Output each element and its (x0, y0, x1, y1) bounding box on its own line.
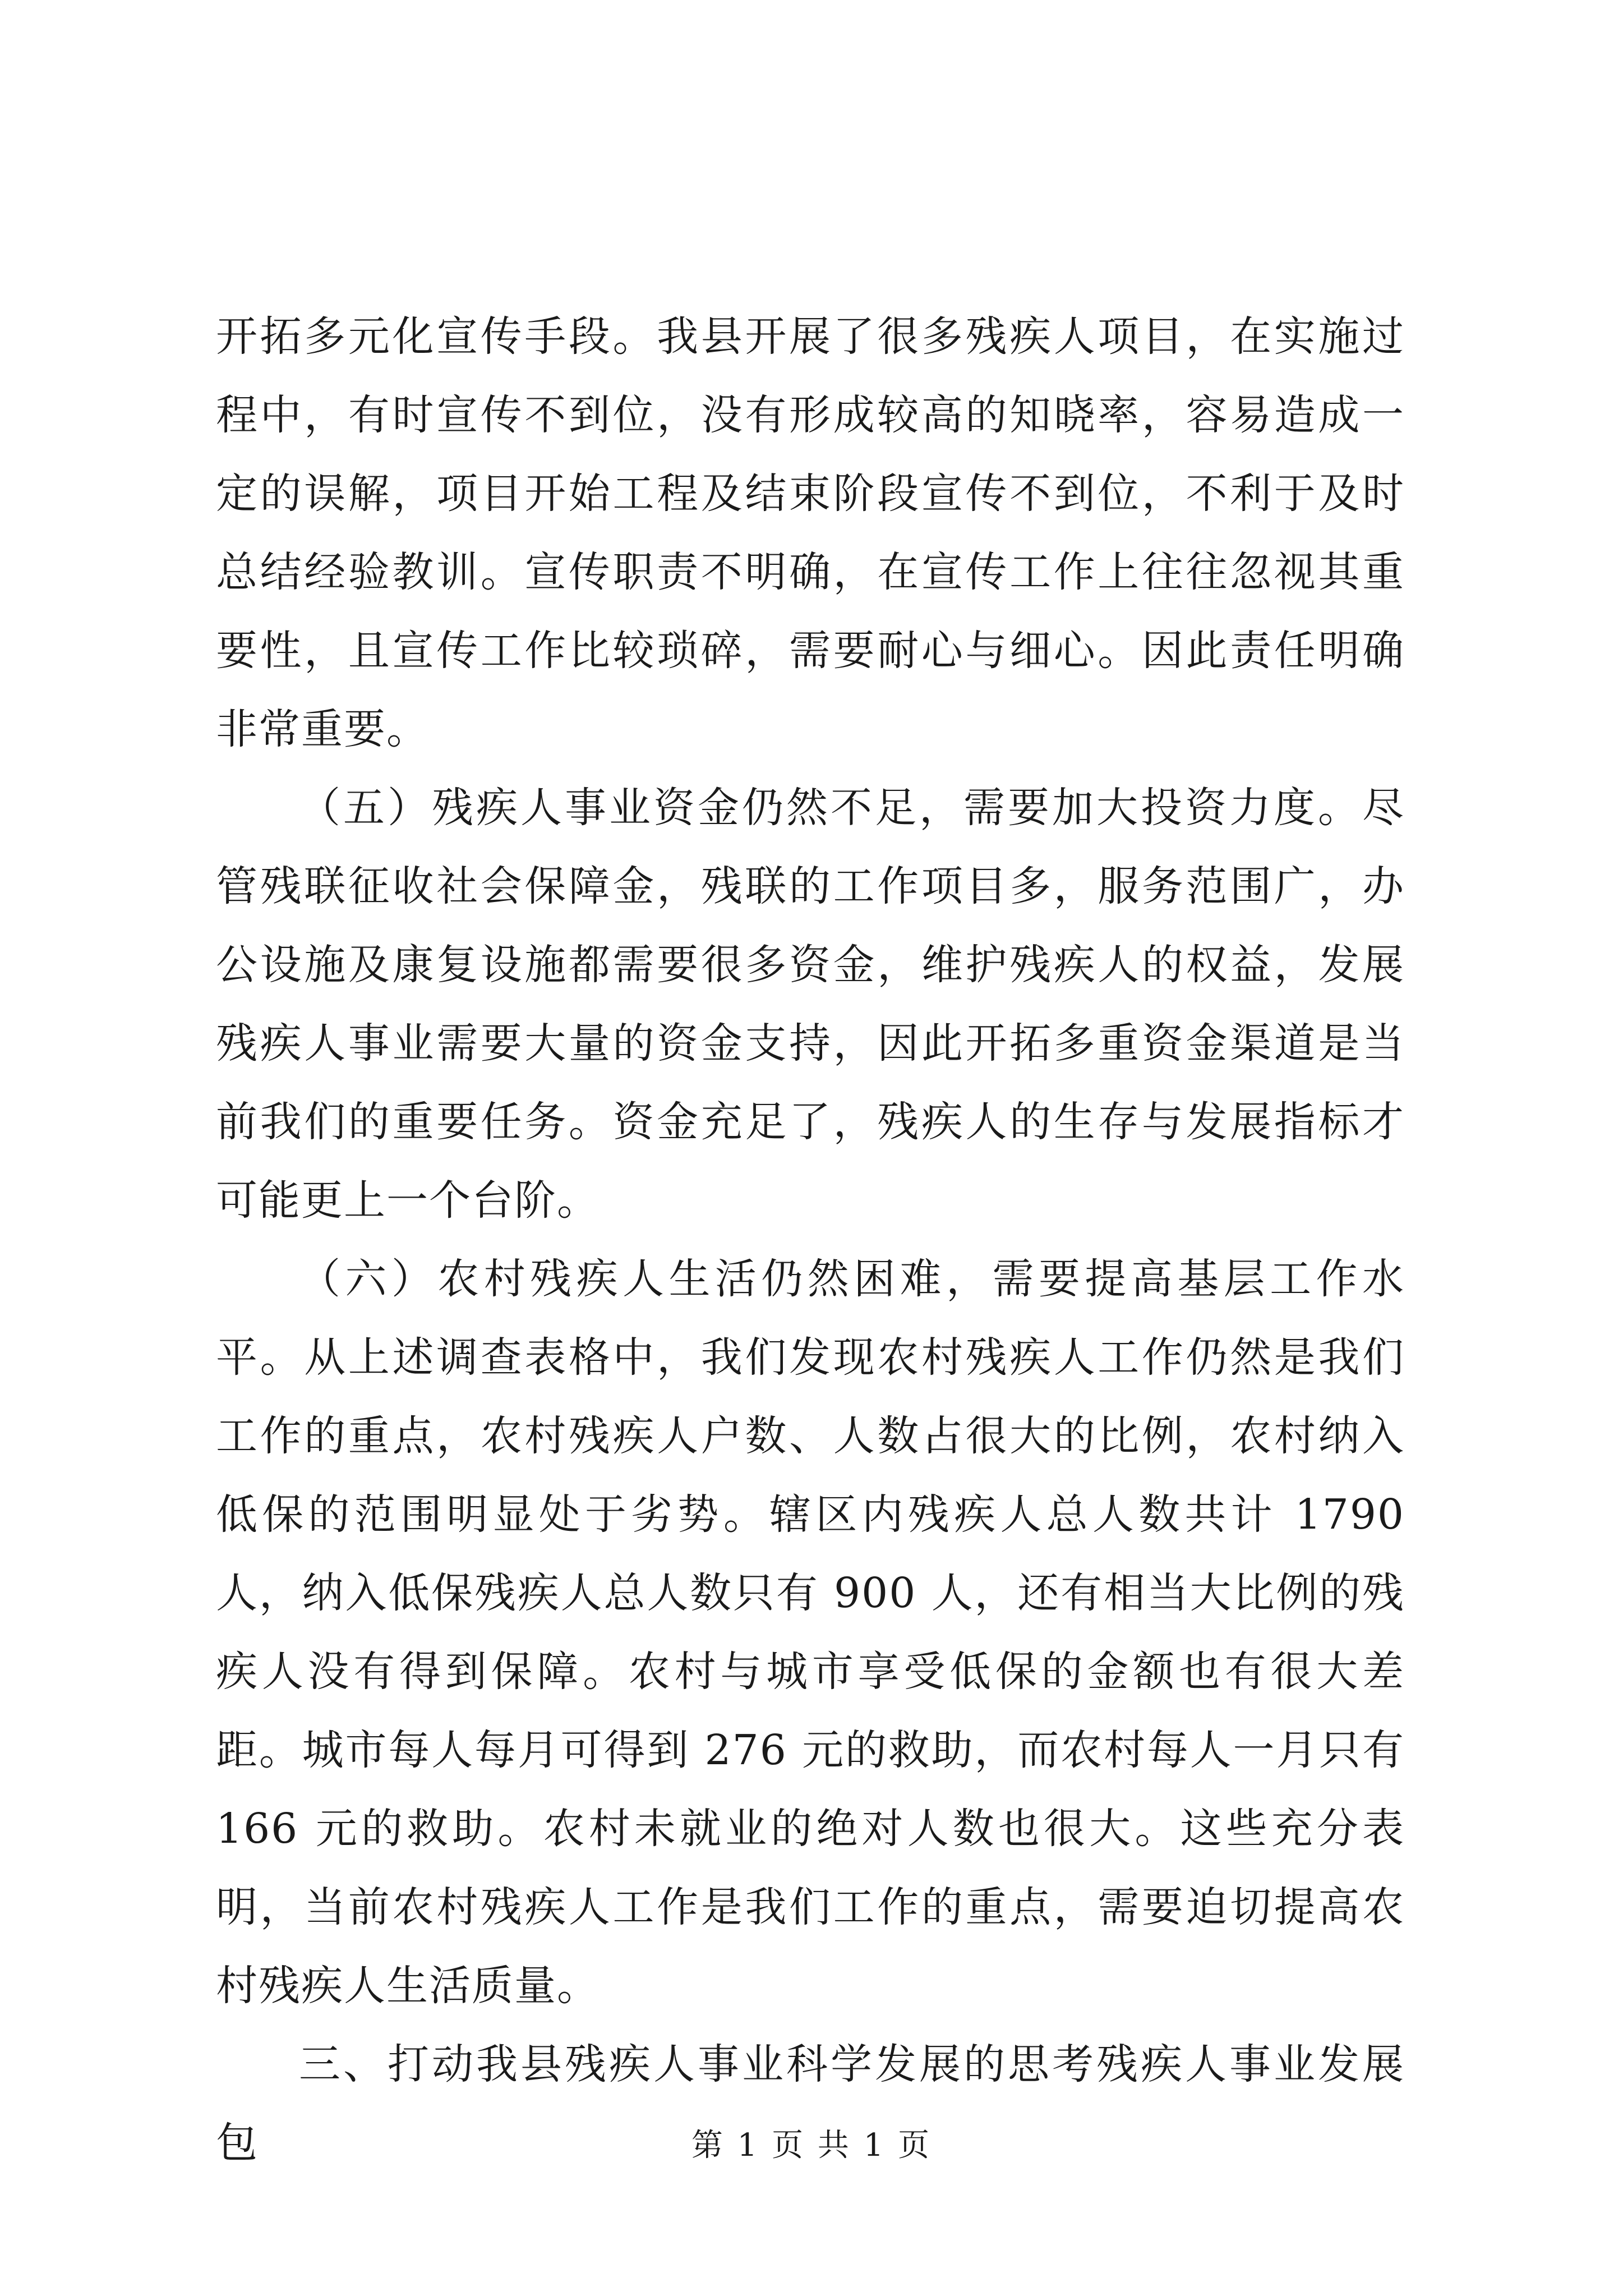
paragraph-funding: （五）残疾人事业资金仍然不足，需要加大投资力度。尽管残联征收社会保障金，残联的工作项目多，服务范围广，办公设施及康复设施都需要很多资金，维护残疾人的权益，发展残疾人事业需要大量的资金支持，因此开拓多重资金渠道是当前我们的重要任务。资金充足了，残疾人的生存与发展指标才可能更上一个台阶。 (216, 784, 1405, 1225)
page-footer: 第 1 页 共 1 页 (691, 2127, 932, 2164)
paragraph-publicity: 开拓多元化宣传手段。我县开展了很多残疾人项目，在实施过程中，有时宣传不到位，没有形成较高的知晓率，容易造成一定的误解，项目开始工程及结束阶段宣传不到位，不利于及时总结经验教训。宣传职责不明确，在宣传工作上往往忽视其重要性，且宣传工作比较琐碎，需要耐心与细心。因此责任明确非常重要。 (216, 312, 1405, 753)
document-body (216, 297, 1405, 2182)
paragraph-rural: （六）农村残疾人生活仍然困难，需要提高基层工作水平。从上述调查表格中，我们发现农村残疾人工作仍然是我们工作的重点，农村残疾人户数、人数占很大的比例，农村纳入低保的范围明显处于劣势。辖区内残疾人总人数共计 1790 人，纳入低保残疾人总人数只有 900 人，还有相当大比例的残疾人没有得到保障。农村与城市享受低保的金额也有很大差距。城市每人每月可得到 276 元的救助，而农村每人一月只有 166 元的救助。农村未就业的绝对人数也很大。这些充分表明，当前农村残疾人工作是我们工作的重点，需要迫切提高农村残疾人生活质量。 (216, 1255, 1405, 2010)
paragraph-section-three: 三、打动我县残疾人事业科学发展的思考残疾人事业发展包 (216, 2040, 1405, 2167)
